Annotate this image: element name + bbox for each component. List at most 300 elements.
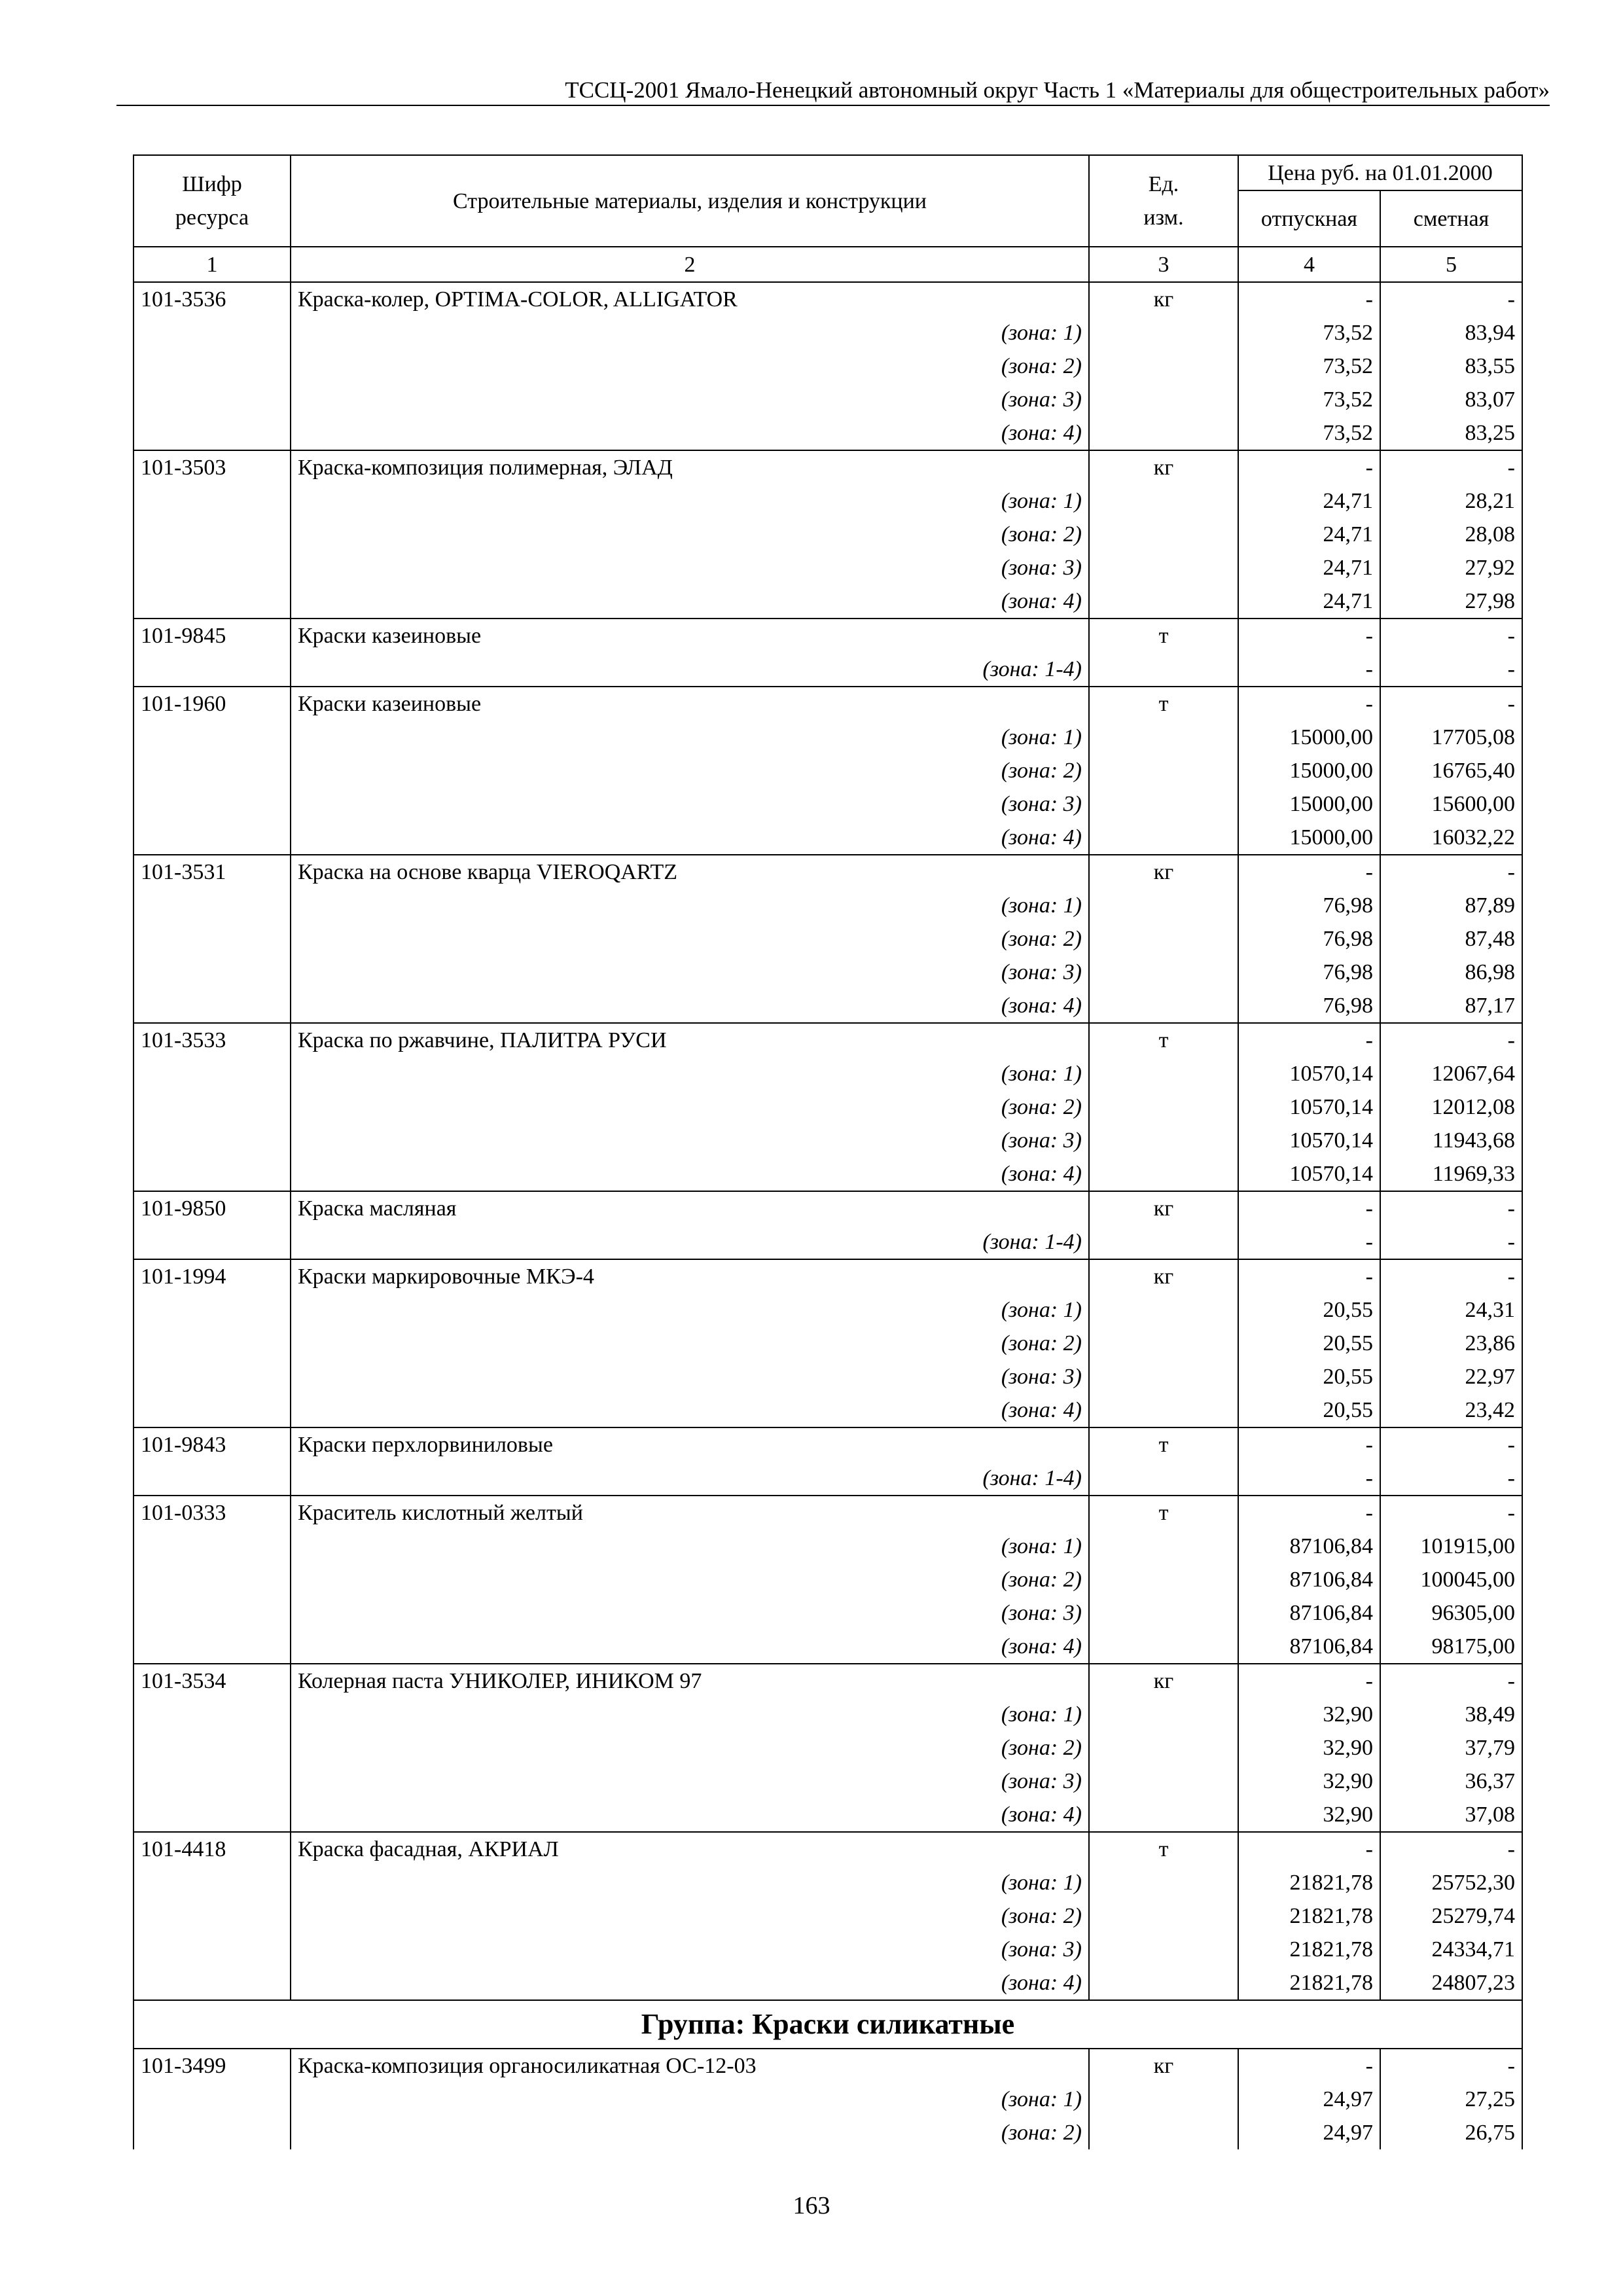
empty-cell: [134, 551, 291, 584]
empty-cell: [1089, 2083, 1238, 2116]
resource-code: 101-9850: [134, 1191, 291, 1225]
release-price: -: [1238, 1191, 1380, 1225]
resource-row: [134, 1496, 1522, 1530]
col-number: 1: [134, 247, 291, 282]
zone-label: (зона: 1): [291, 484, 1089, 518]
resource-name: Краска масляная: [291, 1191, 1089, 1225]
empty-cell: [134, 1090, 291, 1124]
group-row: [134, 2000, 1522, 2049]
release-price: 73,52: [1238, 383, 1380, 416]
estimate-price: 98175,00: [1380, 1630, 1522, 1664]
release-price: 24,71: [1238, 518, 1380, 551]
zone-row: [134, 1798, 1522, 1832]
empty-cell: [134, 1866, 291, 1899]
release-price: 76,98: [1238, 956, 1380, 989]
zone-label: (зона: 4): [291, 1157, 1089, 1191]
release-price: 24,71: [1238, 551, 1380, 584]
zone-label: (зона: 4): [291, 584, 1089, 619]
empty-cell: [134, 1157, 291, 1191]
zone-label: (зона: 2): [291, 1327, 1089, 1360]
empty-cell: [1089, 889, 1238, 922]
zone-row: [134, 1157, 1522, 1191]
estimate-price: 28,21: [1380, 484, 1522, 518]
release-price: 15000,00: [1238, 754, 1380, 787]
zone-label: (зона: 3): [291, 956, 1089, 989]
resource-unit: кг: [1089, 2049, 1238, 2083]
empty-cell: [1089, 956, 1238, 989]
empty-cell: [1089, 1360, 1238, 1393]
empty-cell: [1089, 584, 1238, 619]
empty-cell: [1089, 2116, 1238, 2149]
empty-cell: [1089, 1698, 1238, 1731]
empty-cell: [1089, 1563, 1238, 1596]
resource-row: [134, 855, 1522, 889]
resource-code: 101-1960: [134, 687, 291, 721]
zone-label: (зона: 2): [291, 518, 1089, 551]
release-price: 32,90: [1238, 1731, 1380, 1765]
empty-cell: [1089, 383, 1238, 416]
release-price: 76,98: [1238, 889, 1380, 922]
estimate-price: 37,79: [1380, 1731, 1522, 1765]
zone-row: [134, 1057, 1522, 1090]
resource-code: 101-3533: [134, 1023, 291, 1057]
resource-row: [134, 1259, 1522, 1293]
zone-label: (зона: 1): [291, 1866, 1089, 1899]
resource-name: Краска-колер, OPTIMA-COLOR, ALLIGATOR: [291, 282, 1089, 316]
group-title: Группа: Краски силикатные: [134, 2000, 1522, 2049]
resource-row: [134, 2049, 1522, 2083]
release-price: -: [1238, 653, 1380, 687]
zone-label: (зона: 2): [291, 1090, 1089, 1124]
estimate-price: 27,98: [1380, 584, 1522, 619]
zone-row: [134, 653, 1522, 687]
zone-row: [134, 1293, 1522, 1327]
resource-code: 101-9845: [134, 619, 291, 653]
empty-cell: [1089, 551, 1238, 584]
release-price: 24,71: [1238, 484, 1380, 518]
empty-cell: [1089, 1798, 1238, 1832]
estimate-price: 38,49: [1380, 1698, 1522, 1731]
col-head-name: Строительные материалы, изделия и конструкции: [291, 155, 1089, 247]
zone-row: [134, 316, 1522, 350]
empty-cell: [1089, 518, 1238, 551]
resource-name: Краски казеиновые: [291, 619, 1089, 653]
col-head-code: Шифр ресурса: [134, 155, 291, 247]
resource-unit: кг: [1089, 1259, 1238, 1293]
zone-row: [134, 383, 1522, 416]
release-price: 73,52: [1238, 350, 1380, 383]
zone-row: [134, 1360, 1522, 1393]
estimate-price: 27,92: [1380, 551, 1522, 584]
empty-cell: [134, 754, 291, 787]
header-rule: [116, 105, 1550, 106]
zone-row: [134, 1124, 1522, 1157]
release-price: -: [1238, 1225, 1380, 1259]
zone-label: (зона: 2): [291, 1563, 1089, 1596]
empty-cell: [134, 1393, 291, 1427]
empty-cell: [1089, 821, 1238, 855]
empty-cell: [1089, 989, 1238, 1023]
release-price: 21821,78: [1238, 1866, 1380, 1899]
zone-label: (зона: 3): [291, 1933, 1089, 1966]
resource-code: 101-3536: [134, 282, 291, 316]
release-price: 87106,84: [1238, 1630, 1380, 1664]
estimate-price: -: [1380, 653, 1522, 687]
estimate-price: 22,97: [1380, 1360, 1522, 1393]
empty-cell: [134, 787, 291, 821]
resource-row: [134, 1427, 1522, 1462]
estimate-price: -: [1380, 2049, 1522, 2083]
zone-row: [134, 787, 1522, 821]
zone-row: [134, 754, 1522, 787]
zone-row: [134, 1530, 1522, 1563]
empty-cell: [134, 1530, 291, 1563]
empty-cell: [1089, 1731, 1238, 1765]
resource-row: [134, 450, 1522, 484]
zone-row: [134, 484, 1522, 518]
col-head-release: отпускная: [1238, 190, 1380, 247]
resource-name: Краска по ржавчине, ПАЛИТРА РУСИ: [291, 1023, 1089, 1057]
estimate-price: 12012,08: [1380, 1090, 1522, 1124]
running-header: ТССЦ-2001 Ямало-Ненецкий автономный округ Часть 1 «Материалы для общестроительных работ»: [565, 77, 1550, 103]
empty-cell: [1089, 1327, 1238, 1360]
resource-unit: кг: [1089, 1191, 1238, 1225]
zone-label: (зона: 1): [291, 1698, 1089, 1731]
resource-name: Краски перхлорвиниловые: [291, 1427, 1089, 1462]
estimate-price: 11969,33: [1380, 1157, 1522, 1191]
zone-row: [134, 2116, 1522, 2149]
estimate-price: -: [1380, 1462, 1522, 1496]
empty-cell: [134, 1462, 291, 1496]
estimate-price: 83,55: [1380, 350, 1522, 383]
resource-row: [134, 619, 1522, 653]
zone-row: [134, 922, 1522, 956]
zone-row: [134, 1899, 1522, 1933]
col-head-price: Цена руб. на 01.01.2000: [1238, 155, 1522, 190]
release-price: -: [1238, 855, 1380, 889]
resource-name: Краска-композиция полимерная, ЭЛАД: [291, 450, 1089, 484]
estimate-price: -: [1380, 1023, 1522, 1057]
col-number: 2: [291, 247, 1089, 282]
resource-row: [134, 1664, 1522, 1698]
estimate-price: 96305,00: [1380, 1596, 1522, 1630]
resource-name: Краски маркировочные МКЭ-4: [291, 1259, 1089, 1293]
zone-label: (зона: 1): [291, 1530, 1089, 1563]
release-price: 15000,00: [1238, 821, 1380, 855]
estimate-price: -: [1380, 1225, 1522, 1259]
estimate-price: 15600,00: [1380, 787, 1522, 821]
resource-row: [134, 282, 1522, 316]
zone-label: (зона: 1): [291, 1293, 1089, 1327]
zone-row: [134, 1866, 1522, 1899]
resource-code: 101-4418: [134, 1832, 291, 1866]
zone-label: (зона: 3): [291, 1596, 1089, 1630]
zone-row: [134, 551, 1522, 584]
empty-cell: [134, 350, 291, 383]
estimate-price: 86,98: [1380, 956, 1522, 989]
release-price: -: [1238, 1664, 1380, 1698]
zone-label: (зона: 2): [291, 922, 1089, 956]
zone-label: (зона: 2): [291, 1899, 1089, 1933]
resource-code: 101-3499: [134, 2049, 291, 2083]
release-price: 20,55: [1238, 1327, 1380, 1360]
empty-cell: [1089, 1765, 1238, 1798]
zone-row: [134, 2083, 1522, 2116]
empty-cell: [134, 889, 291, 922]
release-price: 10570,14: [1238, 1157, 1380, 1191]
zone-label: (зона: 1): [291, 316, 1089, 350]
zone-label: (зона: 2): [291, 2116, 1089, 2149]
empty-cell: [134, 1798, 291, 1832]
release-price: 32,90: [1238, 1765, 1380, 1798]
empty-cell: [134, 383, 291, 416]
zone-label: (зона: 3): [291, 383, 1089, 416]
estimate-price: 17705,08: [1380, 721, 1522, 754]
zone-row: [134, 1225, 1522, 1259]
empty-cell: [134, 1765, 291, 1798]
resource-row: [134, 1832, 1522, 1866]
empty-cell: [134, 1124, 291, 1157]
estimate-price: 36,37: [1380, 1765, 1522, 1798]
estimate-price: 100045,00: [1380, 1563, 1522, 1596]
resource-code: 101-3531: [134, 855, 291, 889]
estimate-price: 24334,71: [1380, 1933, 1522, 1966]
resource-unit: кг: [1089, 282, 1238, 316]
zone-label: (зона: 3): [291, 787, 1089, 821]
release-price: -: [1238, 450, 1380, 484]
estimate-price: -: [1380, 1664, 1522, 1698]
empty-cell: [134, 1698, 291, 1731]
col-number: 3: [1089, 247, 1238, 282]
estimate-price: 83,25: [1380, 416, 1522, 450]
release-price: 76,98: [1238, 922, 1380, 956]
estimate-price: -: [1380, 855, 1522, 889]
zone-row: [134, 1933, 1522, 1966]
empty-cell: [1089, 721, 1238, 754]
resource-unit: т: [1089, 1496, 1238, 1530]
empty-cell: [1089, 316, 1238, 350]
resource-unit: т: [1089, 687, 1238, 721]
zone-row: [134, 1630, 1522, 1664]
estimate-price: 25279,74: [1380, 1899, 1522, 1933]
empty-cell: [1089, 1530, 1238, 1563]
empty-cell: [134, 1630, 291, 1664]
release-price: 21821,78: [1238, 1899, 1380, 1933]
col-head-estimate: сметная: [1380, 190, 1522, 247]
empty-cell: [1089, 1966, 1238, 2000]
estimate-price: -: [1380, 1832, 1522, 1866]
empty-cell: [1089, 1462, 1238, 1496]
empty-cell: [1089, 416, 1238, 450]
estimate-price: 83,94: [1380, 316, 1522, 350]
release-price: -: [1238, 2049, 1380, 2083]
empty-cell: [1089, 1393, 1238, 1427]
empty-cell: [1089, 1124, 1238, 1157]
release-price: 15000,00: [1238, 787, 1380, 821]
release-price: 73,52: [1238, 316, 1380, 350]
release-price: -: [1238, 1496, 1380, 1530]
estimate-price: -: [1380, 450, 1522, 484]
col-number: 5: [1380, 247, 1522, 282]
empty-cell: [134, 1293, 291, 1327]
estimate-price: 87,48: [1380, 922, 1522, 956]
estimate-price: 87,17: [1380, 989, 1522, 1023]
estimate-price: 12067,64: [1380, 1057, 1522, 1090]
empty-cell: [134, 922, 291, 956]
empty-cell: [134, 1596, 291, 1630]
empty-cell: [134, 1563, 291, 1596]
release-price: 87106,84: [1238, 1596, 1380, 1630]
resource-code: 101-3503: [134, 450, 291, 484]
estimate-price: 26,75: [1380, 2116, 1522, 2149]
zone-label: (зона: 1-4): [291, 1462, 1089, 1496]
estimate-price: -: [1380, 1427, 1522, 1462]
zone-label: (зона: 4): [291, 1393, 1089, 1427]
empty-cell: [1089, 754, 1238, 787]
zone-label: (зона: 1): [291, 721, 1089, 754]
resource-name: Краска-композиция органосиликатная ОС-12-03: [291, 2049, 1089, 2083]
empty-cell: [1089, 1933, 1238, 1966]
estimate-price: -: [1380, 1191, 1522, 1225]
zone-row: [134, 721, 1522, 754]
zone-label: (зона: 4): [291, 821, 1089, 855]
release-price: 24,97: [1238, 2083, 1380, 2116]
resource-row: [134, 1191, 1522, 1225]
empty-cell: [134, 316, 291, 350]
zone-row: [134, 1393, 1522, 1427]
empty-cell: [134, 416, 291, 450]
zone-row: [134, 416, 1522, 450]
zone-row: [134, 1563, 1522, 1596]
zone-label: (зона: 4): [291, 989, 1089, 1023]
zone-label: (зона: 3): [291, 1124, 1089, 1157]
release-price: 20,55: [1238, 1393, 1380, 1427]
zone-label: (зона: 4): [291, 1966, 1089, 2000]
zone-label: (зона: 4): [291, 1630, 1089, 1664]
estimate-price: 37,08: [1380, 1798, 1522, 1832]
resource-name: Краситель кислотный желтый: [291, 1496, 1089, 1530]
resource-code: 101-3534: [134, 1664, 291, 1698]
release-price: 20,55: [1238, 1293, 1380, 1327]
resource-unit: кг: [1089, 450, 1238, 484]
resource-code: 101-1994: [134, 1259, 291, 1293]
empty-cell: [134, 1057, 291, 1090]
release-price: 73,52: [1238, 416, 1380, 450]
empty-cell: [1089, 484, 1238, 518]
zone-row: [134, 1765, 1522, 1798]
resource-name: Краска фасадная, АКРИАЛ: [291, 1832, 1089, 1866]
resource-name: Колерная паста УНИКОЛЕР, ИНИКОМ 97: [291, 1664, 1089, 1698]
release-price: 21821,78: [1238, 1933, 1380, 1966]
empty-cell: [1089, 1293, 1238, 1327]
release-price: -: [1238, 1259, 1380, 1293]
zone-row: [134, 956, 1522, 989]
release-price: 10570,14: [1238, 1090, 1380, 1124]
empty-cell: [134, 653, 291, 687]
zone-label: (зона: 2): [291, 350, 1089, 383]
zone-row: [134, 1090, 1522, 1124]
release-price: 20,55: [1238, 1360, 1380, 1393]
empty-cell: [1089, 653, 1238, 687]
release-price: 32,90: [1238, 1798, 1380, 1832]
resource-unit: т: [1089, 1832, 1238, 1866]
empty-cell: [1089, 1090, 1238, 1124]
estimate-price: 25752,30: [1380, 1866, 1522, 1899]
zone-row: [134, 1966, 1522, 2000]
empty-cell: [134, 1966, 291, 2000]
estimate-price: 16032,22: [1380, 821, 1522, 855]
empty-cell: [134, 518, 291, 551]
release-price: -: [1238, 687, 1380, 721]
resource-unit: т: [1089, 1427, 1238, 1462]
resource-name: Краска на основе кварца VIEROQARTZ: [291, 855, 1089, 889]
release-price: -: [1238, 619, 1380, 653]
empty-cell: [134, 1225, 291, 1259]
zone-label: (зона: 3): [291, 1360, 1089, 1393]
zone-label: (зона: 1): [291, 1057, 1089, 1090]
zone-row: [134, 989, 1522, 1023]
zone-row: [134, 350, 1522, 383]
resource-unit: т: [1089, 1023, 1238, 1057]
zone-row: [134, 518, 1522, 551]
release-price: -: [1238, 1462, 1380, 1496]
empty-cell: [134, 2083, 291, 2116]
estimate-price: 87,89: [1380, 889, 1522, 922]
zone-label: (зона: 2): [291, 1731, 1089, 1765]
resource-code: 101-9843: [134, 1427, 291, 1462]
empty-cell: [134, 1360, 291, 1393]
estimate-price: 24,31: [1380, 1293, 1522, 1327]
zone-row: [134, 1327, 1522, 1360]
resource-row: [134, 1023, 1522, 1057]
zone-label: (зона: 3): [291, 1765, 1089, 1798]
empty-cell: [1089, 787, 1238, 821]
zone-label: (зона: 3): [291, 551, 1089, 584]
empty-cell: [134, 1933, 291, 1966]
release-price: -: [1238, 1023, 1380, 1057]
release-price: 24,97: [1238, 2116, 1380, 2149]
empty-cell: [134, 821, 291, 855]
page-number: 163: [793, 2192, 830, 2219]
zone-row: [134, 889, 1522, 922]
empty-cell: [134, 1731, 291, 1765]
release-price: 21821,78: [1238, 1966, 1380, 2000]
zone-row: [134, 1731, 1522, 1765]
empty-cell: [134, 1327, 291, 1360]
empty-cell: [1089, 1866, 1238, 1899]
estimate-price: 23,42: [1380, 1393, 1522, 1427]
estimate-price: 23,86: [1380, 1327, 1522, 1360]
resource-unit: кг: [1089, 855, 1238, 889]
estimate-price: 28,08: [1380, 518, 1522, 551]
release-price: 10570,14: [1238, 1057, 1380, 1090]
zone-label: (зона: 2): [291, 754, 1089, 787]
empty-cell: [1089, 1899, 1238, 1933]
col-head-unit: Ед. изм.: [1089, 155, 1238, 247]
estimate-price: 24807,23: [1380, 1966, 1522, 2000]
estimate-price: 101915,00: [1380, 1530, 1522, 1563]
resource-code: 101-0333: [134, 1496, 291, 1530]
empty-cell: [134, 989, 291, 1023]
empty-cell: [1089, 922, 1238, 956]
zone-row: [134, 1596, 1522, 1630]
resource-name: Краски казеиновые: [291, 687, 1089, 721]
zone-row: [134, 821, 1522, 855]
zone-label: (зона: 1-4): [291, 1225, 1089, 1259]
release-price: 76,98: [1238, 989, 1380, 1023]
empty-cell: [134, 956, 291, 989]
empty-cell: [134, 484, 291, 518]
